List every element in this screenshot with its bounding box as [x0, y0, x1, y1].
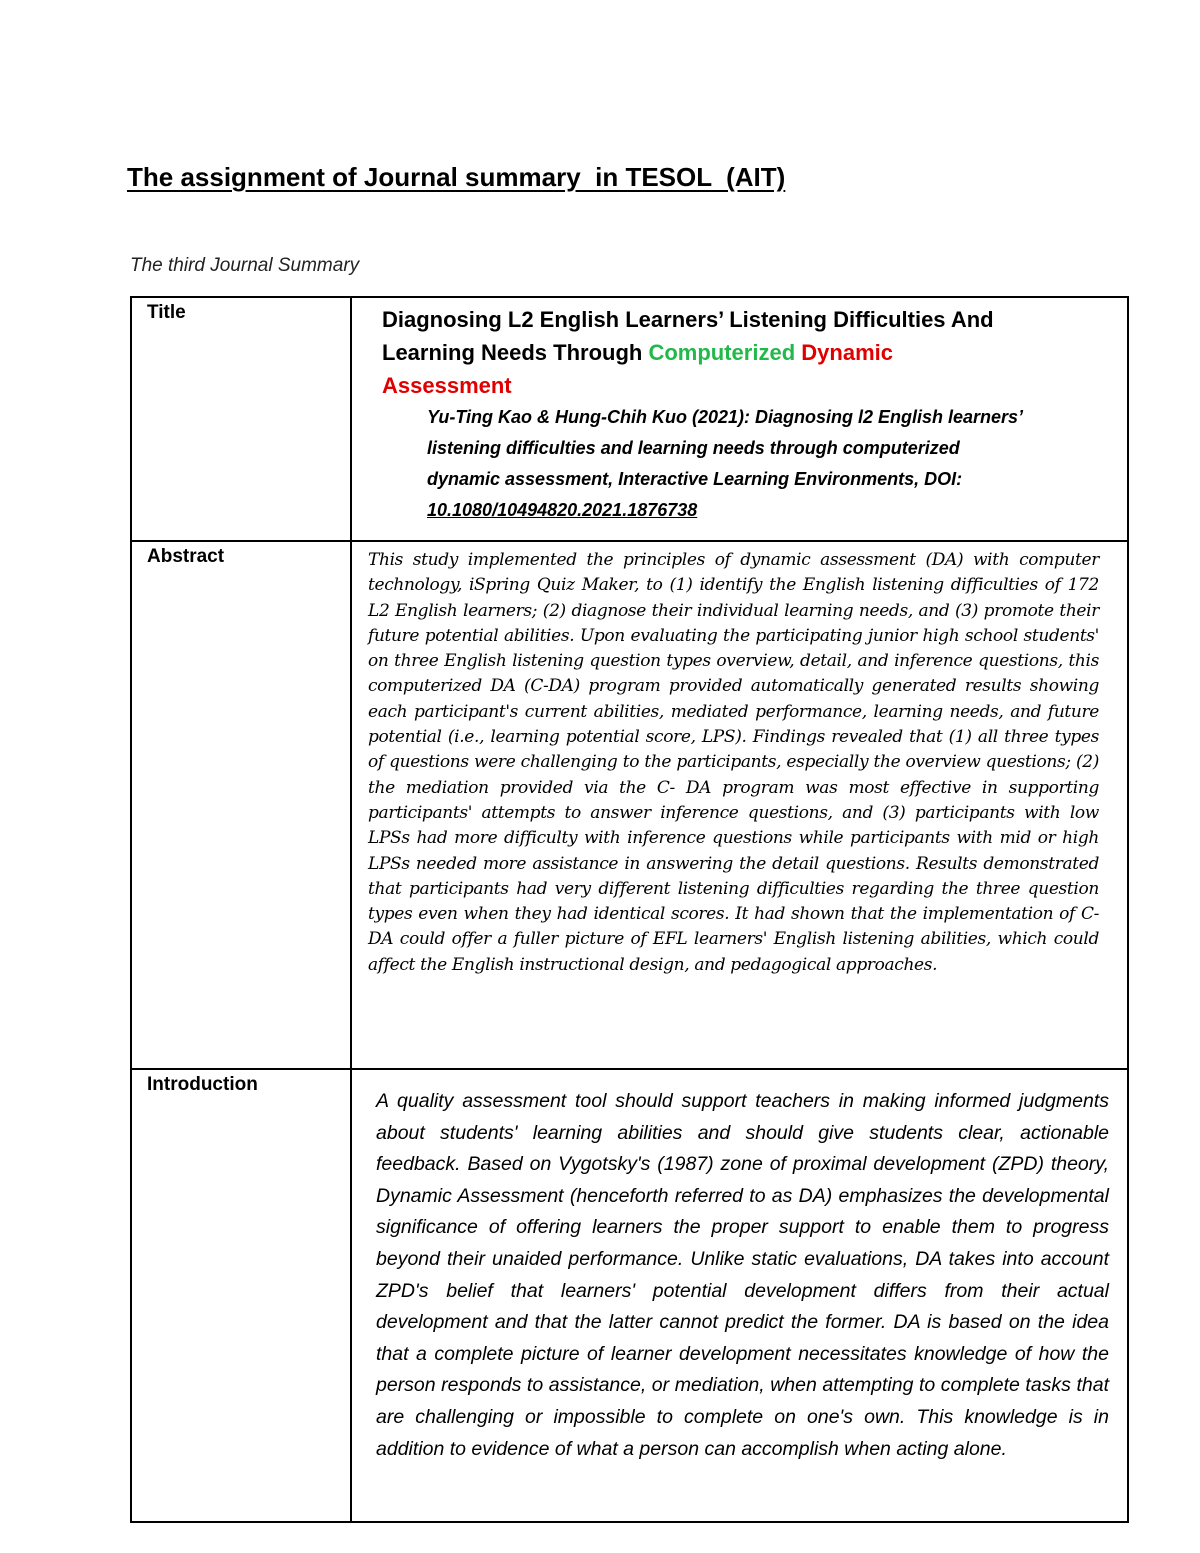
introduction-text: A quality assessment tool should support teachers in making informed judgments about students' learning abilities and should give students clear, actionable feedback. Based on Vygotsky's (1987) zone of proximal development (ZPD) theory, Dynamic Assessment (henceforth referred to as DA) emphasizes the developmental significance of offering learners the proper support to enable them to progress beyond their unaided performance. Unlike static evaluations, DA takes into account ZPD's belief that learners' potential development differs from their actual development and that the latter cannot predict the former. DA is based on the idea that a complete picture of learner development necessitates knowledge of how the person responds to assistance, or mediation, when attempting to complete tasks that are challenging or impossible to complete on one's own. This knowledge is in addition to evidence of what a person can accomplish when acting alone. — [376, 1090, 1109, 1460]
journal-summary-table — [130, 296, 1129, 1523]
abstract-row — [131, 541, 1128, 1069]
abstract-label-cell — [131, 541, 351, 1069]
paper-title — [382, 303, 1002, 402]
citation — [427, 402, 1037, 526]
abstract-text: This study implemented the principles of dynamic assessment (DA) with computer technology, iSpring Quiz Maker, to (1) identify the English listening difficulties of 172 L2 English learners; (2) diagnose their individual learning needs, and (3) promote their future potential abilities. Upon evaluating the participating junior high school students' on three English listening question types overview, detail, and inference questions, this computerized DA (C-DA) program provided automatically generated results showing each participant's current abilities, mediated performance, learning needs, and future potential (i.e., learning potential score, LPS). Findings revealed that (1) all three types of questions were challenging to the participants, especially the overview questions; (2) the mediation provided via the C- DA program was most effective in supporting participants' attempts to answer inference questions, and (3) participants with low LPSs had more difficulty with inference questions while participants with mid or high LPSs needed more assistance in answering the detail questions. Results demonstrated that participants had very different listening difficulties regarding the three question types even when they had identical scores. It had shown that the implementation of C-DA could offer a fuller picture of EFL learners' English listening abilities, which could affect the English instructional design, and pedagogical approaches. — [368, 550, 1099, 975]
abstract-content-cell — [351, 541, 1128, 1069]
doi-link[interactable]: 10.1080/10494820.2021.1876738 — [427, 500, 698, 520]
document-subheading: The third Journal Summary — [130, 255, 360, 276]
title-row — [131, 297, 1128, 541]
title-content-cell — [351, 297, 1128, 541]
title-label-cell — [131, 297, 351, 541]
introduction-label: Introduction — [147, 1074, 258, 1095]
introduction-label-cell — [131, 1069, 351, 1522]
introduction-row — [131, 1069, 1128, 1522]
paper-title-dynamic-assessment: Dynamic Assessment — [382, 340, 893, 398]
citation-text: Yu-Ting Kao & Hung-Chih Kuo (2021): Diagnosing l2 English learners’ listening difficulties and learning needs through computerized dynamic assessment, Interactive Learning Environments, DOI: — [427, 407, 1023, 489]
introduction-content-cell — [351, 1069, 1128, 1522]
abstract-label: Abstract — [147, 546, 225, 567]
paper-title-text: Diagnosing L2 English Learners’ Listening Difficulties And Learning Needs Through — [382, 307, 994, 365]
title-label: Title — [147, 302, 186, 323]
document-heading: The assignment of Journal summary in TESOL (AIT) — [127, 162, 786, 192]
paper-title-computerized: Computerized — [648, 340, 796, 365]
